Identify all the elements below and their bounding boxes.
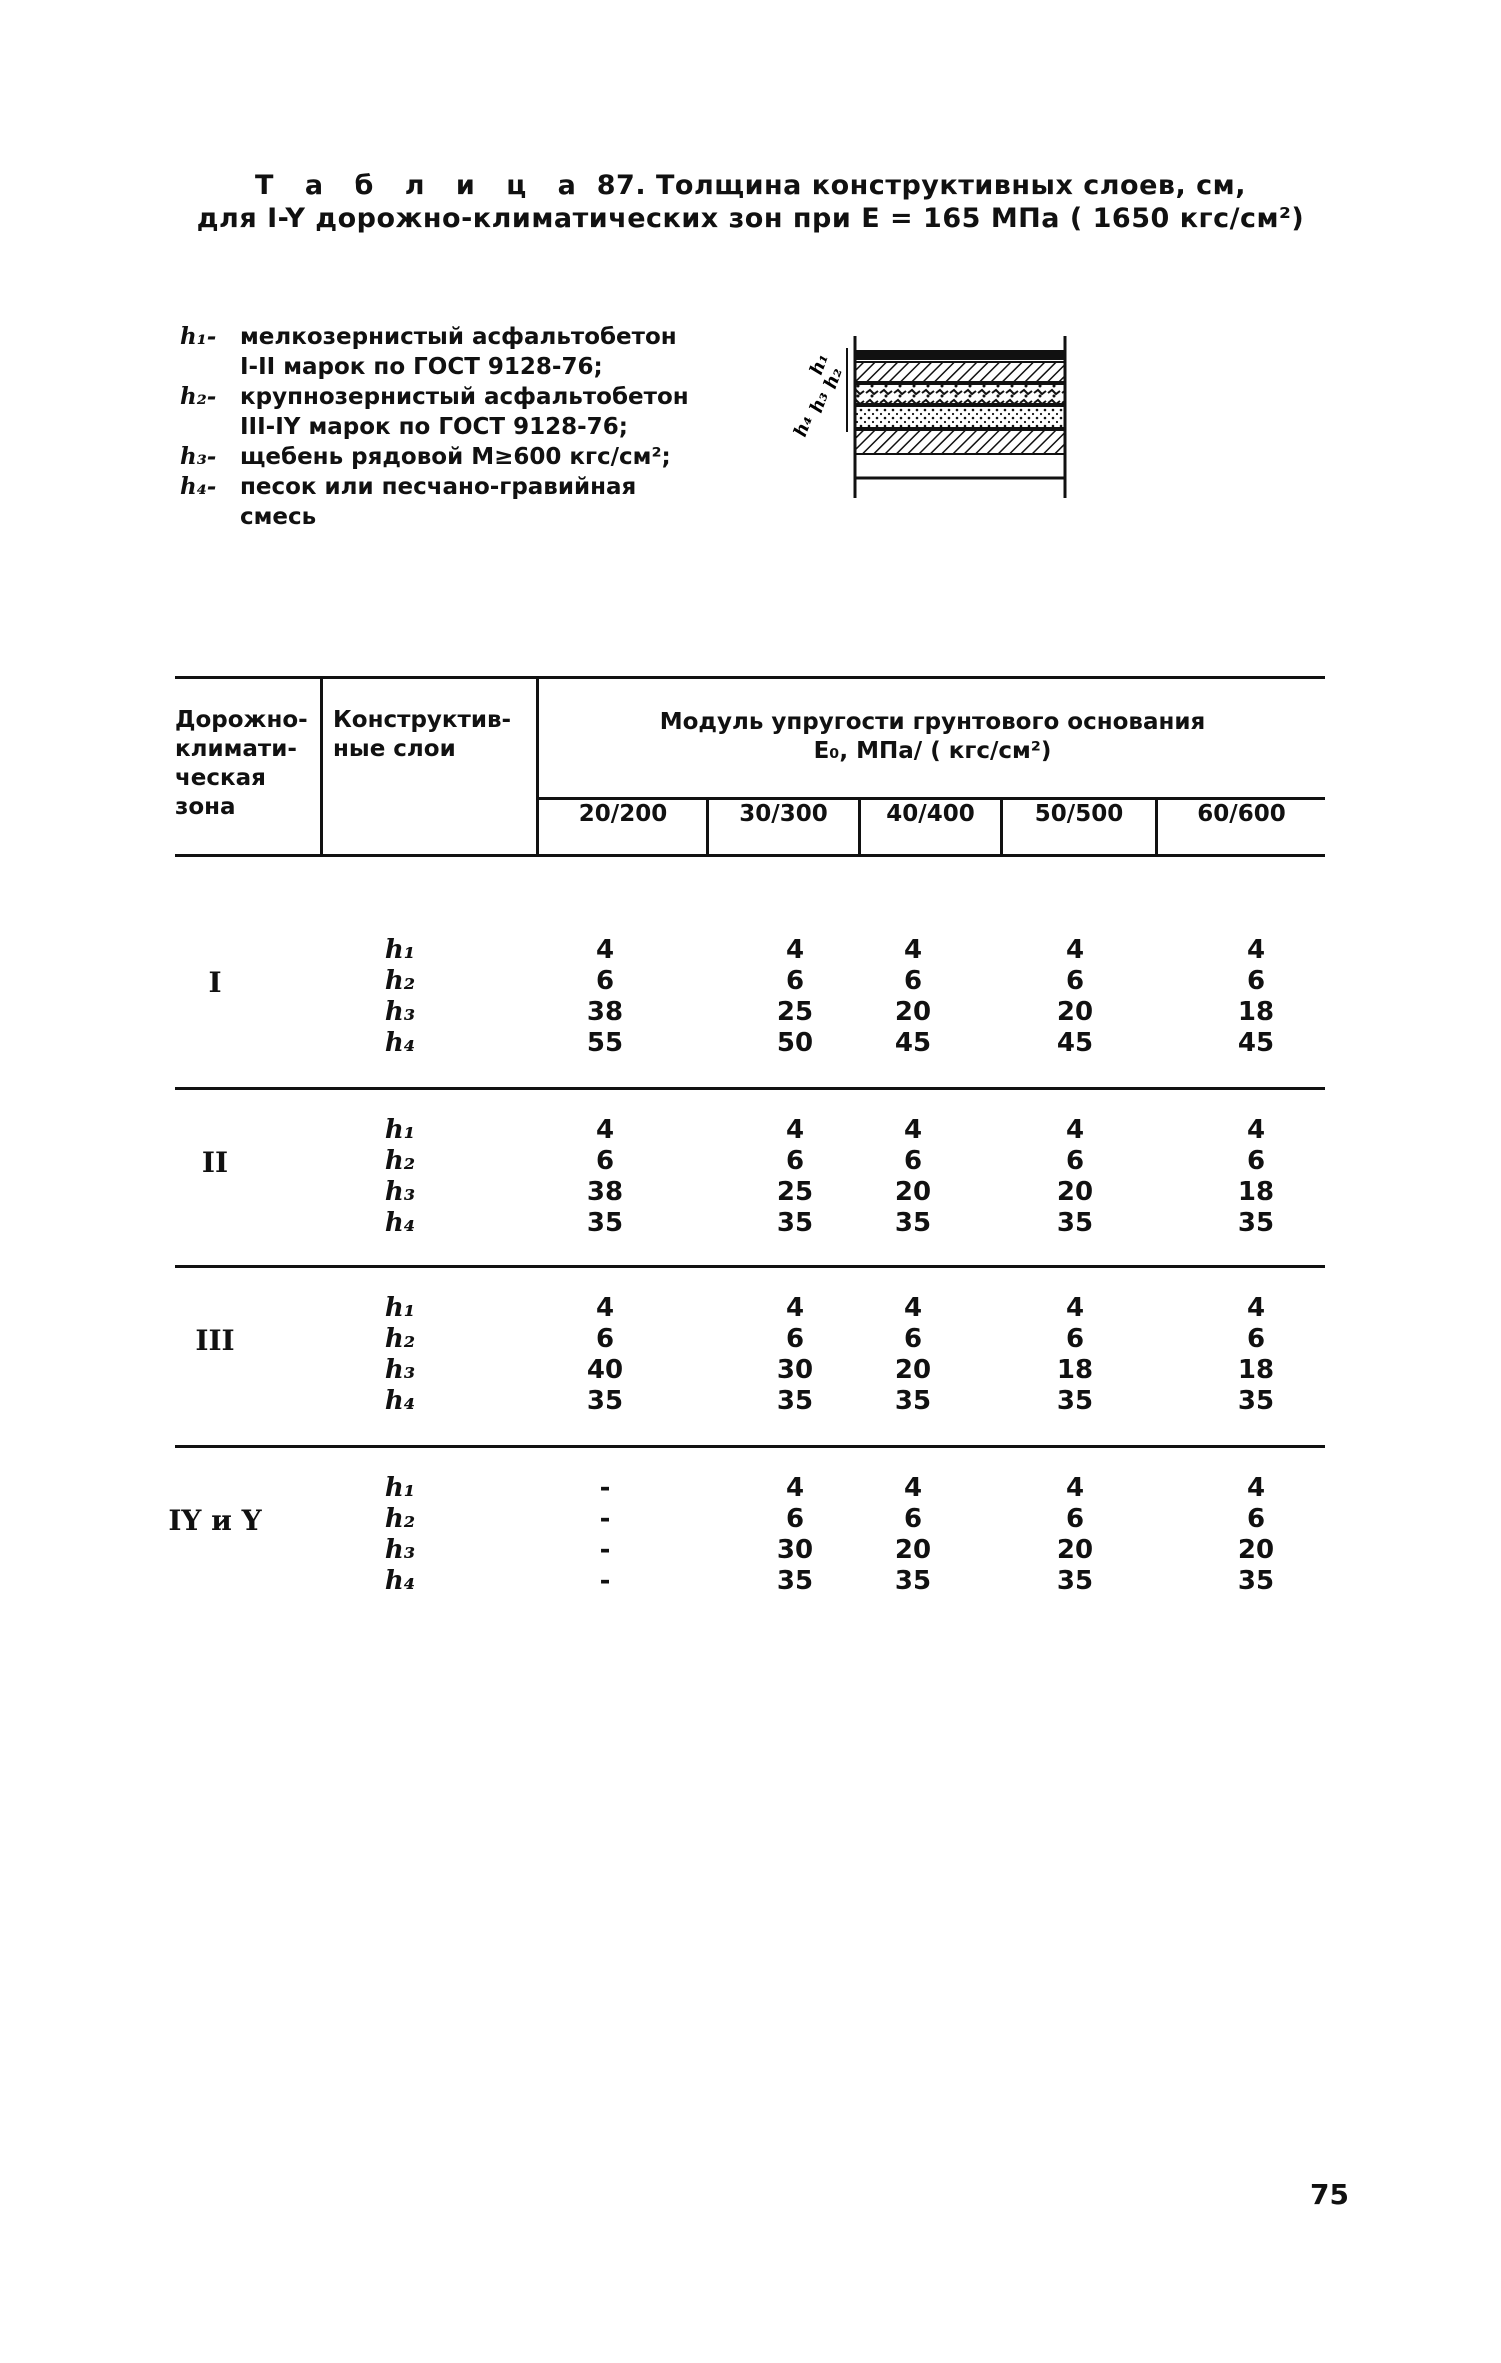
layer-label: h₄ (384, 1208, 416, 1238)
modulus-header-60: 60/600 (1197, 801, 1286, 827)
legend-cont: смесь (240, 504, 317, 530)
table-cell: 6 (903, 1146, 923, 1176)
table-cell: 4 (595, 935, 615, 965)
table-cell: 38 (586, 997, 624, 1027)
zone-label: I (208, 965, 222, 999)
group-separator (175, 1445, 1325, 1448)
table-cell: 6 (785, 1324, 805, 1354)
header-modulus-line1: Модуль упругости грунтового основания (659, 709, 1206, 735)
table-cell: - (599, 1473, 611, 1503)
table-title (0, 170, 1501, 201)
table-cell: 4 (785, 1473, 805, 1503)
table-cell: 4 (1065, 1115, 1085, 1145)
table-cell: 6 (785, 1146, 805, 1176)
pavement-layers-diagram (789, 328, 1085, 508)
title-line2: для I-Y дорожно-климатических зон при E = 165 МПа ( 1650 кгс/см²) (196, 203, 1305, 234)
layer-label: h₃ (384, 1355, 416, 1385)
header-layers-line: Конструктив- (333, 707, 512, 733)
layer-label: h₃ (384, 1535, 416, 1565)
header-zone-line: зона (175, 794, 236, 820)
table-cell: 6 (785, 1504, 805, 1534)
title-prefix: Т а б л и ц а (255, 170, 587, 201)
table-cell: 20 (1056, 997, 1094, 1027)
table-top-rule (175, 676, 1325, 679)
table-cell: 6 (1246, 966, 1266, 996)
table-cell: 45 (1056, 1028, 1094, 1058)
table-cell: 4 (1246, 1115, 1266, 1145)
table-cell: 4 (903, 935, 923, 965)
table-cell: 35 (776, 1208, 814, 1238)
table-cell: 20 (894, 1535, 932, 1565)
table-cell: 6 (785, 966, 805, 996)
zone-label: II (201, 1145, 229, 1179)
table-cell: - (599, 1504, 611, 1534)
legend-text: мелкозернистый асфальтобетон (240, 324, 677, 350)
table-cell: 6 (903, 1324, 923, 1354)
layer-label: h₁ (384, 1473, 416, 1503)
modulus-header-30: 30/300 (739, 801, 828, 827)
table-cell: 4 (903, 1115, 923, 1145)
legend-item (180, 472, 689, 502)
table-cell: 35 (1056, 1208, 1094, 1238)
table-cell: 30 (776, 1535, 814, 1565)
table-cell: 35 (586, 1208, 624, 1238)
table-cell: 20 (1056, 1535, 1094, 1565)
table-cell: 25 (776, 1177, 814, 1207)
table-cell: 4 (1246, 1293, 1266, 1323)
table-cell: 6 (903, 966, 923, 996)
table-cell: 25 (776, 997, 814, 1027)
modulus-header-40: 40/400 (886, 801, 975, 827)
layer-label: h₂ (384, 1324, 416, 1354)
header-modulus (540, 708, 1325, 766)
layer-label: h₃ (384, 1177, 416, 1207)
header-layers-line: ные слои (333, 736, 456, 762)
table-cell: 35 (894, 1208, 932, 1238)
legend-text: крупнозернистый асфальтобетон (240, 384, 689, 410)
table-cell: 4 (1065, 1293, 1085, 1323)
table-cell: 18 (1237, 1355, 1275, 1385)
legend-text: песок или песчано-гравийная (240, 474, 637, 500)
table-cell: - (599, 1566, 611, 1596)
table-cell: 50 (776, 1028, 814, 1058)
header-zone (175, 706, 315, 822)
header-zone-line: климати- (175, 736, 297, 762)
legend-item (180, 442, 689, 472)
layer-h2 (855, 362, 1065, 382)
layer-label: h₂ (384, 966, 416, 996)
table-cell: 4 (1065, 935, 1085, 965)
legend-cont: I-II марок по ГОСТ 9128-76; (240, 354, 603, 380)
col-divider (536, 676, 539, 854)
layer-h3 (855, 384, 1065, 404)
table-cell: 38 (586, 1177, 624, 1207)
legend-key: h₂- (180, 383, 217, 410)
title-text: Толщина конструктивных слоев, см, (656, 170, 1246, 201)
modulus-header-50: 50/500 (1034, 801, 1124, 827)
table-cell: 30 (776, 1355, 814, 1385)
table-cell: 6 (1065, 1146, 1085, 1176)
diagram-label-h4: h₄ (789, 412, 817, 440)
table-cell: 35 (1237, 1208, 1275, 1238)
layer-legend (180, 322, 689, 532)
table-cell: 45 (1237, 1028, 1275, 1058)
table-cell: 55 (586, 1028, 624, 1058)
legend-key: h₁- (180, 323, 217, 350)
table-cell: 4 (595, 1293, 615, 1323)
legend-item (180, 322, 689, 352)
table-cell: 35 (776, 1566, 814, 1596)
table-cell: 35 (586, 1386, 624, 1416)
layer-label: h₃ (384, 997, 416, 1027)
legend-key: h₃- (180, 443, 217, 470)
table-cell: 20 (894, 1355, 932, 1385)
table-cell: 20 (894, 1177, 932, 1207)
layer-label: h₄ (384, 1566, 416, 1596)
layer-label: h₂ (384, 1504, 416, 1534)
col-divider (320, 676, 323, 854)
table-cell: 20 (894, 997, 932, 1027)
table-cell: 4 (1065, 1473, 1085, 1503)
zone-label: III (195, 1323, 235, 1357)
table-cell: 4 (785, 935, 805, 965)
diagram-label-h2: h₂ (819, 364, 847, 392)
table-cell: 6 (1246, 1324, 1266, 1354)
table-cell: 4 (785, 1293, 805, 1323)
legend-text: щебень рядовой М≥600 кгс/см²; (240, 444, 671, 470)
table-cell: 6 (903, 1504, 923, 1534)
table-cell: 4 (785, 1115, 805, 1145)
header-zone-line: ческая (175, 765, 266, 791)
table-cell: 18 (1237, 1177, 1275, 1207)
title-number: 87. (596, 170, 647, 201)
table-cell: 6 (1065, 1504, 1085, 1534)
table-cell: 6 (595, 966, 615, 996)
table-cell: 35 (1056, 1566, 1094, 1596)
layer-h4 (855, 406, 1065, 428)
table-header-bottom-rule (175, 854, 1325, 857)
layer-label: h₄ (384, 1028, 416, 1058)
table-cell: 6 (1065, 1324, 1085, 1354)
table-cell: 4 (1246, 935, 1266, 965)
table-cell: 4 (1246, 1473, 1266, 1503)
table-cell: 6 (1246, 1504, 1266, 1534)
modulus-header-20: 20/200 (578, 801, 668, 827)
table-cell: 4 (903, 1473, 923, 1503)
layer-label: h₄ (384, 1386, 416, 1416)
table-cell: 35 (894, 1386, 932, 1416)
table-cell: 6 (595, 1324, 615, 1354)
table-cell: 45 (894, 1028, 932, 1058)
legend-key: h₄- (180, 473, 217, 500)
table-cell: 35 (1056, 1386, 1094, 1416)
table-cell: 18 (1056, 1355, 1094, 1385)
table-cell: 20 (1056, 1177, 1094, 1207)
table-cell: 35 (1237, 1386, 1275, 1416)
table-cell: 35 (1237, 1566, 1275, 1596)
table-cell: 20 (1237, 1535, 1275, 1565)
group-separator (175, 1087, 1325, 1090)
subgrade-layer (855, 430, 1065, 454)
layer-label: h₁ (384, 935, 416, 965)
diagram-label-h1: h₁ (805, 350, 833, 378)
group-separator (175, 1265, 1325, 1268)
page-number: 75 (1310, 2178, 1349, 2211)
header-zone-line: Дорожно- (175, 707, 308, 733)
header-modulus-line2: E₀, МПа/ ( кгс/см²) (813, 738, 1052, 764)
zone-label: IY и Y (168, 1503, 262, 1537)
header-layers (333, 706, 533, 764)
layer-label: h₁ (384, 1115, 416, 1145)
table-cell: 35 (776, 1386, 814, 1416)
table-cell: 40 (586, 1355, 624, 1385)
layer-h1 (855, 350, 1065, 360)
legend-cont: III-IY марок по ГОСТ 9128-76; (240, 414, 628, 440)
table-cell: - (599, 1535, 611, 1565)
table-cell: 4 (903, 1293, 923, 1323)
table-cell: 18 (1237, 997, 1275, 1027)
table-cell: 6 (1246, 1146, 1266, 1176)
table-cell: 6 (595, 1146, 615, 1176)
table-cell: 4 (595, 1115, 615, 1145)
diagram-label-h3: h₃ (805, 388, 833, 416)
table-cell: 6 (1065, 966, 1085, 996)
legend-item (180, 382, 689, 412)
layer-label: h₂ (384, 1146, 416, 1176)
table-cell: 35 (894, 1566, 932, 1596)
layer-label: h₁ (384, 1293, 416, 1323)
